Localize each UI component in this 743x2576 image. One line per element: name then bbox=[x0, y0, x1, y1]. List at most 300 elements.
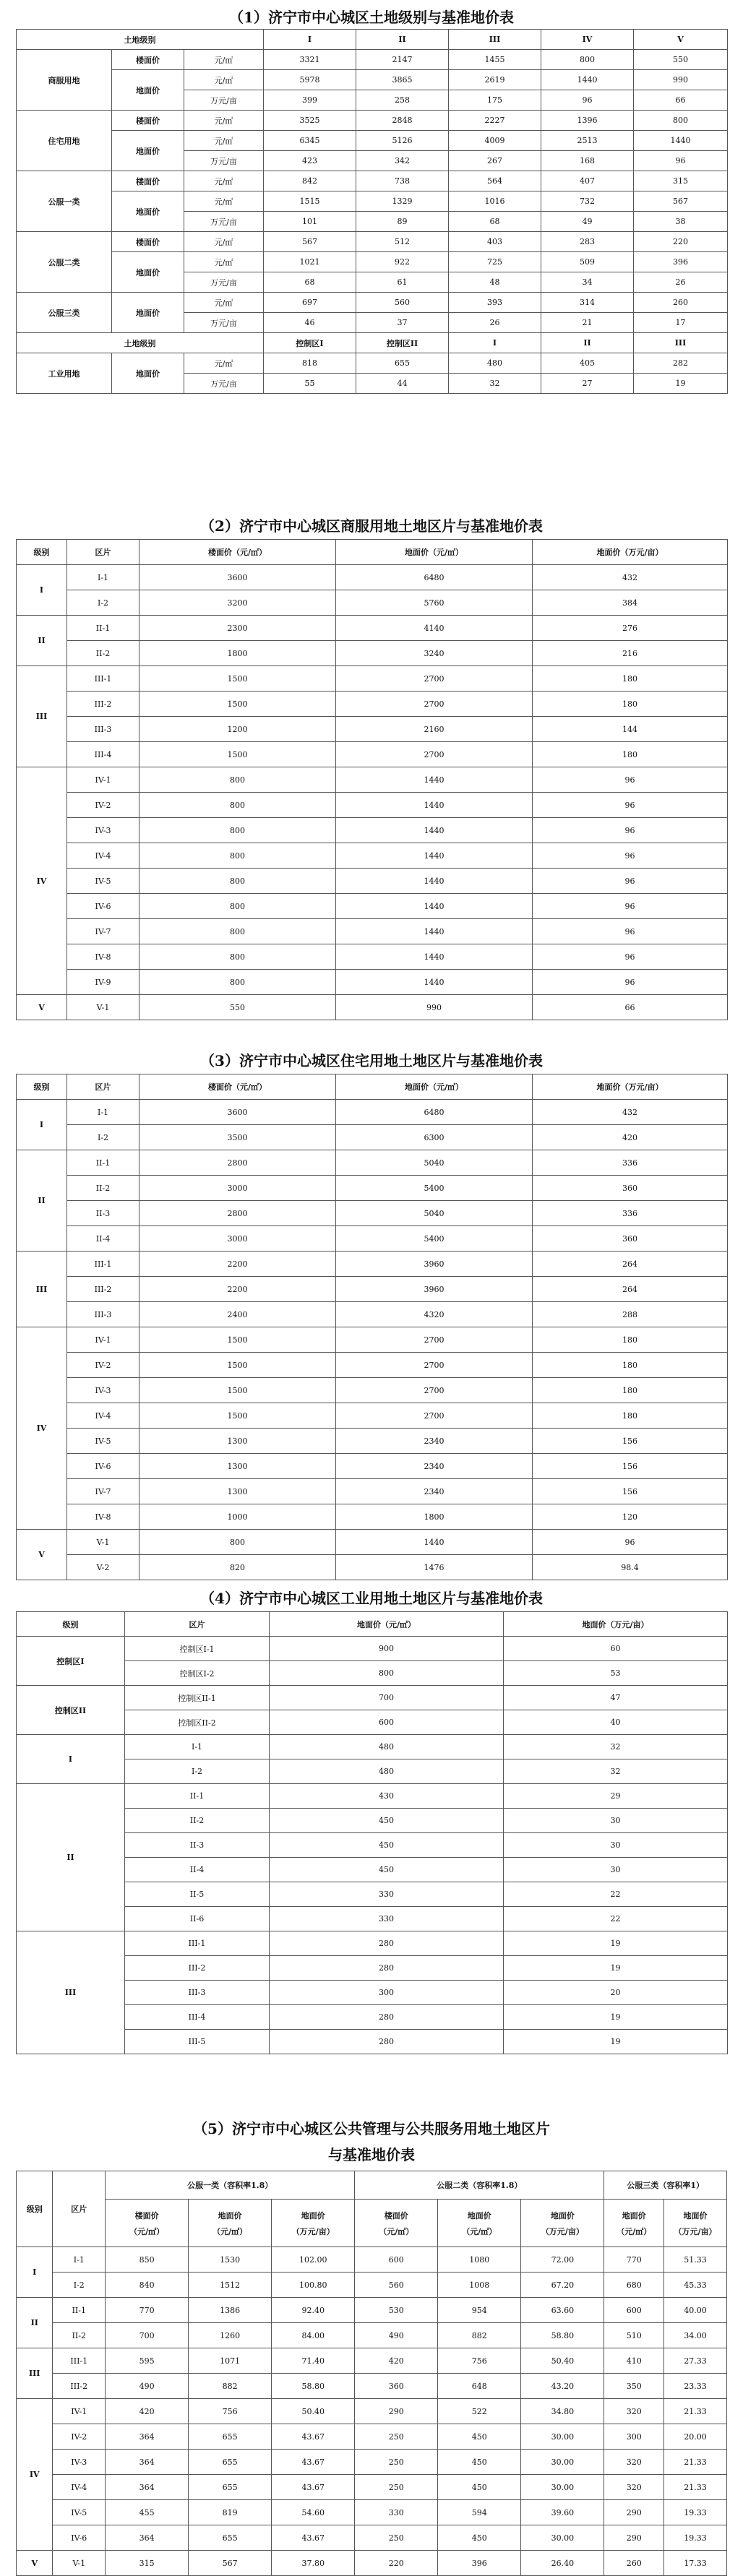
table-row bbox=[17, 843, 728, 869]
value-cell: 800 bbox=[139, 1530, 336, 1555]
value-cell: 280 bbox=[270, 2030, 504, 2054]
subheader-cell bbox=[604, 2200, 664, 2247]
value-cell: 1500 bbox=[139, 1378, 336, 1403]
zone-cell: III-1 bbox=[67, 666, 139, 692]
value-cell: 63.60 bbox=[521, 2298, 604, 2323]
value-cell: 250 bbox=[355, 2475, 438, 2500]
subheader-unit: （万元/亩） bbox=[541, 2226, 584, 2236]
value-cell: 2513 bbox=[541, 131, 634, 151]
zone-cell: IV-2 bbox=[67, 793, 139, 818]
value-cell: 405 bbox=[541, 353, 634, 374]
value-cell: 27 bbox=[541, 374, 634, 394]
value-cell: 180 bbox=[533, 666, 728, 692]
unit-cell: 万元/亩 bbox=[184, 374, 264, 394]
value-cell: 49 bbox=[541, 212, 634, 232]
header-cell: 控制区II bbox=[356, 333, 449, 353]
table-row bbox=[17, 1454, 728, 1479]
value-cell: 522 bbox=[438, 2399, 521, 2424]
zone-cell: V-1 bbox=[67, 1530, 139, 1555]
value-cell: 5040 bbox=[336, 1150, 533, 1176]
value-cell: 37 bbox=[356, 313, 449, 333]
table4-title: （4）济宁市中心城区工业用地土地区片与基准地价表 bbox=[200, 1590, 543, 1607]
value-cell: 1300 bbox=[139, 1429, 336, 1454]
level-cell: IV bbox=[17, 1327, 67, 1530]
table-row bbox=[17, 1277, 728, 1302]
zone-cell: V-1 bbox=[67, 995, 139, 1020]
value-cell: 1440 bbox=[336, 970, 533, 995]
value-cell: 84.00 bbox=[272, 2323, 355, 2348]
subheader-label: 地面价 bbox=[683, 2210, 708, 2220]
value-cell: 43.67 bbox=[272, 2525, 355, 2551]
value-cell: 21.33 bbox=[664, 2475, 727, 2500]
value-cell: 5040 bbox=[336, 1201, 533, 1226]
value-cell: 5760 bbox=[336, 590, 533, 616]
value-cell: 290 bbox=[604, 2500, 664, 2525]
value-cell: 600 bbox=[355, 2247, 438, 2273]
subheader-label: 楼面价 bbox=[384, 2210, 408, 2220]
zone-cell: III-5 bbox=[125, 2030, 270, 2054]
land-use-cell: 公服三类 bbox=[17, 293, 112, 333]
table-row bbox=[17, 1735, 728, 1759]
value-cell: 32 bbox=[504, 1759, 728, 1784]
value-cell: 6480 bbox=[336, 1100, 533, 1125]
value-cell: 2800 bbox=[139, 1201, 336, 1226]
value-cell: 680 bbox=[604, 2273, 664, 2298]
value-cell: 738 bbox=[356, 171, 449, 191]
value-cell: 220 bbox=[634, 232, 728, 252]
value-cell: 2700 bbox=[336, 742, 533, 767]
value-cell: 26 bbox=[634, 272, 728, 293]
value-cell: 1800 bbox=[139, 641, 336, 666]
value-cell: 882 bbox=[438, 2323, 521, 2348]
unit-cell: 元/㎡ bbox=[184, 191, 264, 212]
value-cell: 480 bbox=[449, 353, 541, 374]
header-cell: 土地级别 bbox=[17, 30, 264, 50]
value-cell: 5400 bbox=[336, 1226, 533, 1252]
value-cell: 648 bbox=[438, 2374, 521, 2399]
zone-cell: III-3 bbox=[67, 717, 139, 742]
value-cell: 550 bbox=[634, 50, 728, 70]
value-cell: 280 bbox=[270, 2005, 504, 2030]
value-cell: 68 bbox=[449, 212, 541, 232]
group-header-cell: 公服三类（容积率1） bbox=[604, 2171, 727, 2200]
value-cell: 72.00 bbox=[521, 2247, 604, 2273]
header-cell: II bbox=[541, 333, 634, 353]
value-cell: 6345 bbox=[264, 131, 356, 151]
value-cell: 800 bbox=[139, 818, 336, 843]
value-cell: 350 bbox=[604, 2374, 664, 2399]
value-cell: 17 bbox=[634, 313, 728, 333]
zone-cell: IV-1 bbox=[67, 767, 139, 793]
value-cell: 1440 bbox=[336, 869, 533, 894]
value-cell: 4320 bbox=[336, 1302, 533, 1327]
value-cell: 432 bbox=[533, 565, 728, 590]
value-cell: 180 bbox=[533, 1353, 728, 1378]
zone-cell: IV-1 bbox=[53, 2399, 106, 2424]
table-row bbox=[17, 767, 728, 793]
price-type-cell: 地面价 bbox=[112, 293, 184, 333]
table-row bbox=[17, 894, 728, 919]
table-row bbox=[17, 590, 728, 616]
value-cell: 282 bbox=[634, 353, 728, 374]
value-cell: 250 bbox=[355, 2424, 438, 2450]
value-cell: 393 bbox=[449, 293, 541, 313]
value-cell: 800 bbox=[139, 944, 336, 970]
value-cell: 30.00 bbox=[521, 2525, 604, 2551]
table-row bbox=[17, 1176, 728, 1201]
zone-cell: IV-2 bbox=[53, 2424, 106, 2450]
subheader-label: 地面价 bbox=[550, 2210, 575, 2220]
table-header-row bbox=[17, 333, 728, 353]
table-row bbox=[17, 1201, 728, 1226]
value-cell: 840 bbox=[106, 2273, 189, 2298]
value-cell: 19.33 bbox=[664, 2500, 727, 2525]
value-cell: 600 bbox=[604, 2298, 664, 2323]
header-cell: III bbox=[634, 333, 728, 353]
value-cell: 364 bbox=[106, 2525, 189, 2551]
zone-cell: I-1 bbox=[125, 1735, 270, 1759]
value-cell: 34.00 bbox=[664, 2323, 727, 2348]
value-cell: 4009 bbox=[449, 131, 541, 151]
level-cell: IV bbox=[17, 767, 67, 995]
header-cell: II bbox=[356, 30, 449, 50]
value-cell: 53 bbox=[504, 1661, 728, 1686]
value-cell: 700 bbox=[106, 2323, 189, 2348]
value-cell: 46 bbox=[264, 313, 356, 333]
value-cell: 1530 bbox=[189, 2247, 272, 2273]
zone-cell: IV-7 bbox=[67, 919, 139, 944]
zone-cell: II-3 bbox=[125, 1833, 270, 1858]
value-cell: 180 bbox=[533, 1378, 728, 1403]
value-cell: 450 bbox=[438, 2525, 521, 2551]
value-cell: 594 bbox=[438, 2500, 521, 2525]
table-row bbox=[17, 970, 728, 995]
value-cell: 1500 bbox=[139, 666, 336, 692]
table2-title: （2）济宁市中心城区商服用地土地区片与基准地价表 bbox=[200, 517, 543, 535]
value-cell: 800 bbox=[139, 793, 336, 818]
zone-cell: I-2 bbox=[67, 590, 139, 616]
table-row bbox=[17, 2525, 727, 2551]
value-cell: 54.60 bbox=[272, 2500, 355, 2525]
zone-cell: III-3 bbox=[67, 1302, 139, 1327]
value-cell: 5126 bbox=[356, 131, 449, 151]
table-row bbox=[17, 869, 728, 894]
header-cell: III bbox=[449, 30, 541, 50]
value-cell: 820 bbox=[139, 1555, 336, 1580]
value-cell: 2340 bbox=[336, 1454, 533, 1479]
table5-title bbox=[0, 2116, 743, 2168]
value-cell: 560 bbox=[356, 293, 449, 313]
table-row bbox=[17, 2348, 727, 2374]
value-cell: 37.80 bbox=[272, 2551, 355, 2576]
value-cell: 420 bbox=[355, 2348, 438, 2374]
price-type-cell: 楼面价 bbox=[112, 111, 184, 131]
value-cell: 32 bbox=[449, 374, 541, 394]
value-cell: 43.67 bbox=[272, 2424, 355, 2450]
value-cell: 403 bbox=[449, 232, 541, 252]
table-row bbox=[17, 1378, 728, 1403]
header-cell: 地面价（元/㎡） bbox=[270, 1612, 504, 1637]
value-cell: 800 bbox=[139, 767, 336, 793]
value-cell: 58.80 bbox=[272, 2374, 355, 2399]
unit-cell: 元/㎡ bbox=[184, 70, 264, 90]
value-cell: 66 bbox=[634, 90, 728, 111]
value-cell: 1440 bbox=[634, 131, 728, 151]
value-cell: 30.00 bbox=[521, 2424, 604, 2450]
value-cell: 26 bbox=[449, 313, 541, 333]
zone-cell: IV-4 bbox=[53, 2475, 106, 2500]
value-cell: 1080 bbox=[438, 2247, 521, 2273]
value-cell: 655 bbox=[189, 2424, 272, 2450]
value-cell: 1440 bbox=[336, 944, 533, 970]
value-cell: 1071 bbox=[189, 2348, 272, 2374]
land-use-cell: 商服用地 bbox=[17, 50, 112, 111]
subheader-unit: （元/㎡） bbox=[379, 2226, 414, 2236]
value-cell: 330 bbox=[270, 1882, 504, 1907]
value-cell: 882 bbox=[189, 2374, 272, 2399]
value-cell: 490 bbox=[355, 2323, 438, 2348]
unit-cell: 元/㎡ bbox=[184, 131, 264, 151]
value-cell: 1515 bbox=[264, 191, 356, 212]
value-cell: 655 bbox=[356, 353, 449, 374]
value-cell: 290 bbox=[355, 2399, 438, 2424]
value-cell: 2400 bbox=[139, 1302, 336, 1327]
value-cell: 48 bbox=[449, 272, 541, 293]
zone-cell: II-2 bbox=[67, 641, 139, 666]
value-cell: 1440 bbox=[336, 894, 533, 919]
table-row bbox=[17, 1100, 728, 1125]
zone-cell: III-2 bbox=[53, 2374, 106, 2399]
table-row bbox=[17, 1686, 728, 1710]
value-cell: 43.67 bbox=[272, 2450, 355, 2475]
zone-cell: IV-3 bbox=[67, 1378, 139, 1403]
header-cell: I bbox=[264, 30, 356, 50]
value-cell: 250 bbox=[355, 2450, 438, 2475]
value-cell: 2700 bbox=[336, 692, 533, 717]
value-cell: 260 bbox=[604, 2551, 664, 2576]
table-row bbox=[17, 1504, 728, 1530]
value-cell: 258 bbox=[356, 90, 449, 111]
zone-cell: IV-5 bbox=[67, 869, 139, 894]
table5 bbox=[16, 2171, 727, 2576]
value-cell: 1455 bbox=[449, 50, 541, 70]
zone-cell: IV-8 bbox=[67, 1504, 139, 1530]
value-cell: 1260 bbox=[189, 2323, 272, 2348]
zone-cell: I-2 bbox=[125, 1759, 270, 1784]
zone-cell: IV-2 bbox=[67, 1353, 139, 1378]
value-cell: 320 bbox=[604, 2450, 664, 2475]
header-cell: 区片 bbox=[125, 1612, 270, 1637]
value-cell: 320 bbox=[604, 2475, 664, 2500]
value-cell: 800 bbox=[139, 970, 336, 995]
value-cell: 1500 bbox=[139, 1403, 336, 1429]
table-row bbox=[17, 692, 728, 717]
value-cell: 510 bbox=[604, 2323, 664, 2348]
table-row bbox=[17, 1150, 728, 1176]
value-cell: 96 bbox=[533, 869, 728, 894]
value-cell: 922 bbox=[356, 252, 449, 272]
value-cell: 407 bbox=[541, 171, 634, 191]
subheader-label: 地面价 bbox=[467, 2210, 491, 2220]
value-cell: 330 bbox=[355, 2500, 438, 2525]
table-row bbox=[17, 944, 728, 970]
value-cell: 490 bbox=[106, 2374, 189, 2399]
value-cell: 40 bbox=[504, 1710, 728, 1735]
value-cell: 697 bbox=[264, 293, 356, 313]
level-cell: 控制区I bbox=[17, 1637, 125, 1686]
header-cell: 区片 bbox=[67, 540, 139, 565]
value-cell: 1021 bbox=[264, 252, 356, 272]
value-cell: 1440 bbox=[336, 1530, 533, 1555]
value-cell: 288 bbox=[533, 1302, 728, 1327]
value-cell: 364 bbox=[106, 2475, 189, 2500]
value-cell: 267 bbox=[449, 151, 541, 171]
value-cell: 450 bbox=[270, 1809, 504, 1833]
value-cell: 396 bbox=[634, 252, 728, 272]
table-row bbox=[17, 666, 728, 692]
value-cell: 655 bbox=[189, 2475, 272, 2500]
value-cell: 3525 bbox=[264, 111, 356, 131]
value-cell: 30.00 bbox=[521, 2475, 604, 2500]
value-cell: 19 bbox=[504, 2005, 728, 2030]
value-cell: 3000 bbox=[139, 1176, 336, 1201]
value-cell: 66 bbox=[533, 995, 728, 1020]
zone-cell: II-2 bbox=[67, 1176, 139, 1201]
header-cell: 土地级别 bbox=[17, 333, 264, 353]
value-cell: 2700 bbox=[336, 666, 533, 692]
level-cell: I bbox=[17, 1100, 67, 1150]
level-cell: II bbox=[17, 616, 67, 666]
value-cell: 315 bbox=[106, 2551, 189, 2576]
value-cell: 168 bbox=[541, 151, 634, 171]
zone-cell: 控制区II-2 bbox=[125, 1710, 270, 1735]
value-cell: 450 bbox=[270, 1833, 504, 1858]
value-cell: 180 bbox=[533, 742, 728, 767]
unit-cell: 万元/亩 bbox=[184, 313, 264, 333]
subheader-cell bbox=[272, 2200, 355, 2247]
value-cell: 283 bbox=[541, 232, 634, 252]
value-cell: 68 bbox=[264, 272, 356, 293]
zone-cell: I-1 bbox=[53, 2247, 106, 2273]
table2 bbox=[16, 539, 728, 1020]
zone-cell: II-4 bbox=[67, 1226, 139, 1252]
value-cell: 1440 bbox=[336, 919, 533, 944]
zone-cell: IV-8 bbox=[67, 944, 139, 970]
value-cell: 700 bbox=[270, 1686, 504, 1710]
table-row bbox=[17, 50, 728, 70]
value-cell: 6480 bbox=[336, 565, 533, 590]
table-row bbox=[17, 1429, 728, 1454]
value-cell: 595 bbox=[106, 2348, 189, 2374]
value-cell: 564 bbox=[449, 171, 541, 191]
level-cell: II bbox=[17, 2298, 53, 2348]
value-cell: 770 bbox=[106, 2298, 189, 2323]
value-cell: 336 bbox=[533, 1150, 728, 1176]
value-cell: 360 bbox=[533, 1226, 728, 1252]
table-header-row bbox=[17, 2171, 727, 2200]
table-subheader-row bbox=[17, 2200, 727, 2247]
value-cell: 600 bbox=[270, 1710, 504, 1735]
value-cell: 364 bbox=[106, 2424, 189, 2450]
table-row bbox=[17, 111, 728, 131]
unit-cell: 元/㎡ bbox=[184, 50, 264, 70]
table-row bbox=[17, 2273, 727, 2298]
value-cell: 3000 bbox=[139, 1226, 336, 1252]
subheader-cell bbox=[106, 2200, 189, 2247]
value-cell: 29 bbox=[504, 1784, 728, 1809]
level-cell: III bbox=[17, 1931, 125, 2054]
value-cell: 34.80 bbox=[521, 2399, 604, 2424]
table-row bbox=[17, 1226, 728, 1252]
value-cell: 1500 bbox=[139, 742, 336, 767]
table-row bbox=[17, 995, 728, 1020]
value-cell: 3600 bbox=[139, 565, 336, 590]
value-cell: 455 bbox=[106, 2500, 189, 2525]
subheader-cell bbox=[521, 2200, 604, 2247]
value-cell: 567 bbox=[189, 2551, 272, 2576]
table-row bbox=[17, 1403, 728, 1429]
value-cell: 423 bbox=[264, 151, 356, 171]
value-cell: 19.33 bbox=[664, 2525, 727, 2551]
value-cell: 20 bbox=[504, 1981, 728, 2005]
value-cell: 900 bbox=[270, 1637, 504, 1661]
table-row bbox=[17, 1353, 728, 1378]
zone-cell: IV-9 bbox=[67, 970, 139, 995]
value-cell: 19 bbox=[504, 1931, 728, 1956]
land-use-cell: 住宅用地 bbox=[17, 111, 112, 171]
value-cell: 21.33 bbox=[664, 2450, 727, 2475]
unit-cell: 万元/亩 bbox=[184, 90, 264, 111]
value-cell: 990 bbox=[634, 70, 728, 90]
value-cell: 430 bbox=[270, 1784, 504, 1809]
header-cell: 区片 bbox=[53, 2171, 106, 2247]
zone-cell: V-1 bbox=[53, 2551, 106, 2576]
value-cell: 567 bbox=[634, 191, 728, 212]
value-cell: 39.60 bbox=[521, 2500, 604, 2525]
zone-cell: 控制区I-2 bbox=[125, 1661, 270, 1686]
value-cell: 19 bbox=[504, 1956, 728, 1981]
value-cell: 67.20 bbox=[521, 2273, 604, 2298]
group-header-cell: 公服二类（容积率1.8） bbox=[355, 2171, 604, 2200]
value-cell: 58.80 bbox=[521, 2323, 604, 2348]
value-cell: 50.40 bbox=[521, 2348, 604, 2374]
level-cell: 控制区II bbox=[17, 1686, 125, 1735]
table-row bbox=[17, 2450, 727, 2475]
table-row bbox=[17, 1479, 728, 1504]
unit-cell: 元/㎡ bbox=[184, 232, 264, 252]
value-cell: 3500 bbox=[139, 1125, 336, 1150]
header-cell: 地面价（元/㎡） bbox=[336, 1074, 533, 1100]
value-cell: 27.33 bbox=[664, 2348, 727, 2374]
value-cell: 1440 bbox=[336, 818, 533, 843]
table-header-row bbox=[17, 540, 728, 565]
value-cell: 156 bbox=[533, 1454, 728, 1479]
header-cell: 级别 bbox=[17, 1074, 67, 1100]
value-cell: 1440 bbox=[541, 70, 634, 90]
value-cell: 3600 bbox=[139, 1100, 336, 1125]
zone-cell: IV-5 bbox=[67, 1429, 139, 1454]
value-cell: 800 bbox=[541, 50, 634, 70]
value-cell: 420 bbox=[533, 1125, 728, 1150]
table-row bbox=[17, 565, 728, 590]
value-cell: 2800 bbox=[139, 1150, 336, 1176]
value-cell: 47 bbox=[504, 1686, 728, 1710]
value-cell: 850 bbox=[106, 2247, 189, 2273]
value-cell: 2200 bbox=[139, 1252, 336, 1277]
zone-cell: 控制区I-1 bbox=[125, 1637, 270, 1661]
value-cell: 990 bbox=[336, 995, 533, 1020]
table-row bbox=[17, 2551, 727, 2576]
